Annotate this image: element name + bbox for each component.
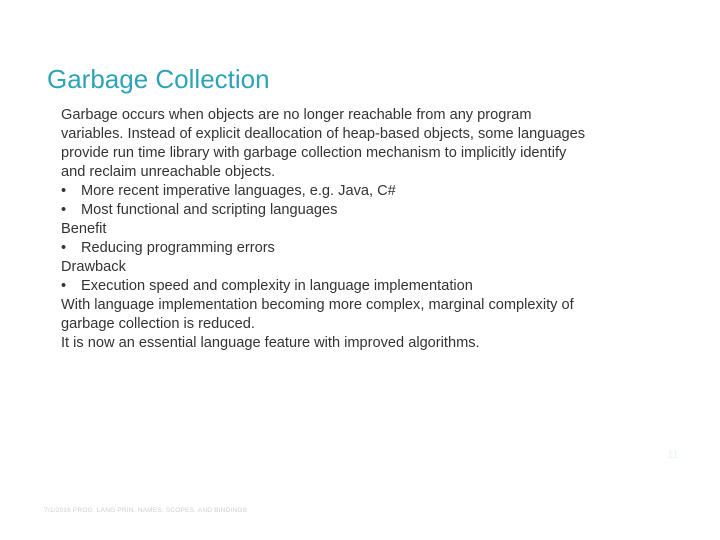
footer-text: 7/1/2016 PROG. LANG PRIN. NAMES, SCOPES, AND BINDINGS (44, 507, 248, 514)
benefit-bullet (61, 239, 681, 258)
bullet-text: Reducing programming errors (81, 240, 275, 256)
drawback-heading: Drawback (61, 259, 126, 275)
slide-title: Garbage Collection (47, 64, 270, 94)
bullet-text: Execution speed and complexity in language implementation (81, 278, 473, 294)
bullet-icon: • (61, 183, 67, 199)
benefit-heading: Benefit (61, 221, 107, 237)
intro-line: and reclaim unreachable objects. (61, 164, 276, 180)
intro-line: Garbage occurs when objects are no longer reachable from any program (61, 107, 532, 123)
page-number: 11 (667, 449, 679, 461)
complexity-line: garbage collection is reduced. (61, 316, 255, 332)
bullet-icon: • (61, 240, 67, 256)
bullet-text: More recent imperative languages, e.g. Java, C# (81, 183, 396, 199)
bullet-icon: • (61, 202, 67, 218)
conclusion-text: It is now an essential language feature with improved algorithms. (61, 335, 480, 351)
bullet-text: Most functional and scripting languages (81, 202, 338, 218)
bullet-item (61, 182, 681, 201)
drawback-bullet (61, 277, 681, 296)
intro-line: variables. Instead of explicit deallocation of heap-based objects, some languages (61, 126, 586, 142)
complexity-line: With language implementation becoming more complex, marginal complexity of (61, 297, 574, 313)
intro-line: provide run time library with garbage collection mechanism to implicitly identify (61, 145, 567, 161)
bullet-icon: • (61, 278, 67, 294)
bullet-item (61, 201, 681, 220)
slide-body (61, 106, 681, 353)
